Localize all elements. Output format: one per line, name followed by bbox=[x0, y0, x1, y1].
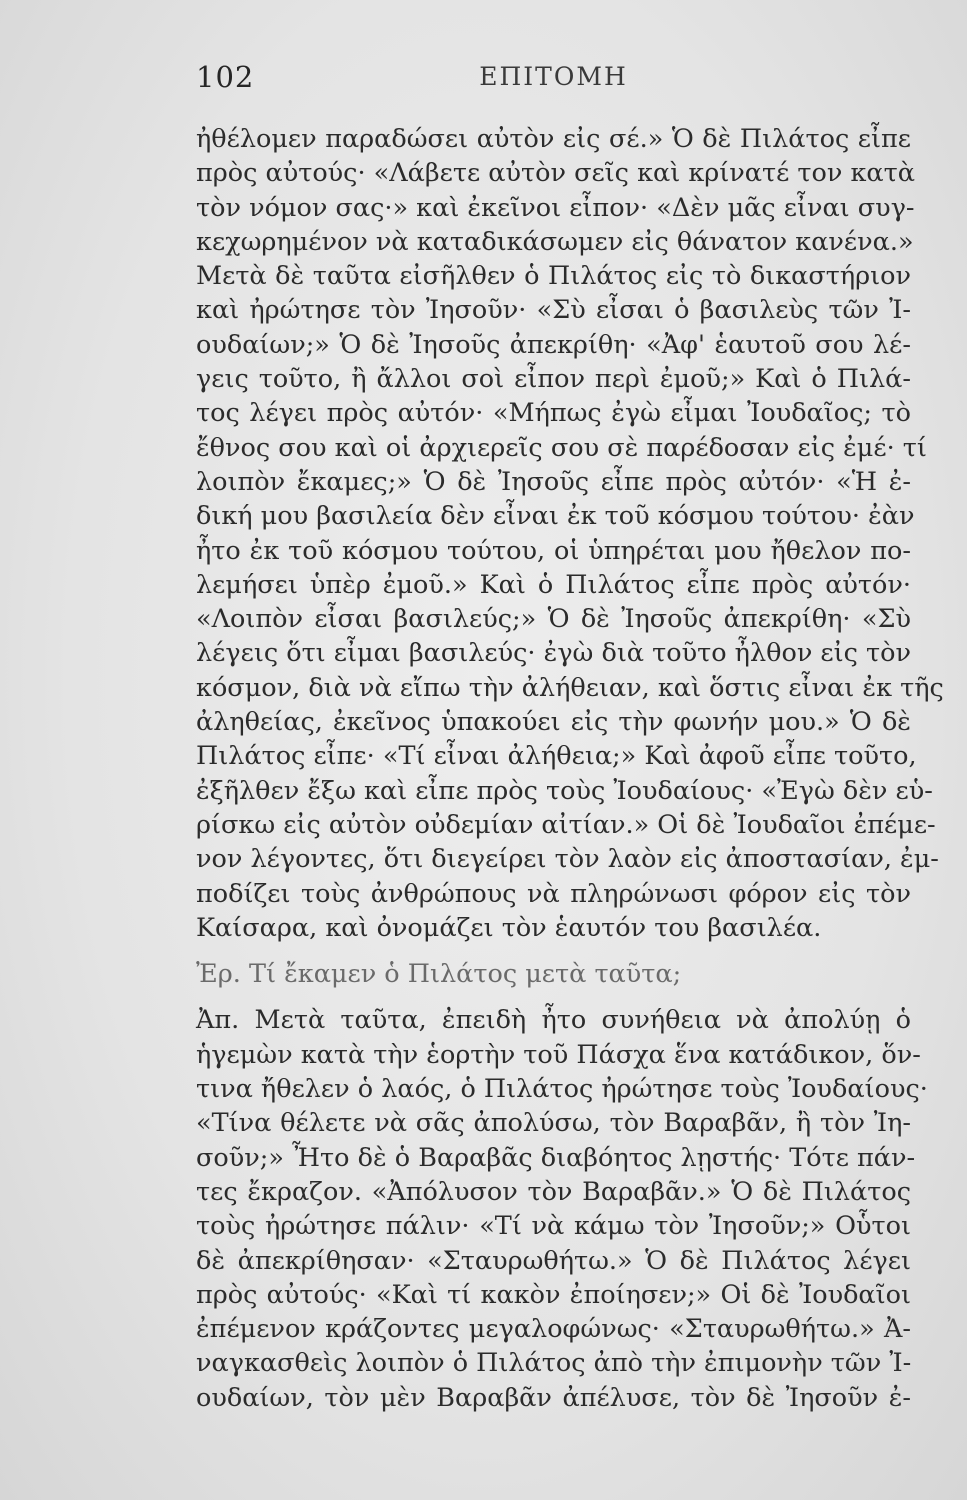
text-line: ουδαίων, τὸν μὲν Βαραβᾶν ἀπέλυσε, τὸν δὲ Ἰησοῦν ἐ- bbox=[196, 1382, 911, 1413]
text-line: δική μου βασιλεία δὲν εἶναι ἐκ τοῦ κόσμου τούτου· ἐὰν bbox=[196, 501, 915, 532]
text-line: ἔθνος σου καὶ οἱ ἀρχιερεῖς σου σὲ παρέδοσαν εἰς ἐμέ· τί bbox=[196, 432, 927, 463]
text-line: «Λοιπὸν εἶσαι βασιλεύς;» Ὁ δὲ Ἰησοῦς ἀπεκρίθη· «Σὺ bbox=[196, 604, 911, 635]
text-line: ἦτο ἐκ τοῦ κόσμου τούτου, οἱ ὑπηρέται μου ἤθελον πο- bbox=[196, 535, 911, 566]
question-line: Ἐρ. Τί ἔκαμεν ὁ Πιλάτος μετὰ ταῦτα; bbox=[196, 959, 682, 990]
body-text bbox=[196, 122, 944, 1415]
text-line: κεχωρημένον νὰ καταδικάσωμεν εἰς θάνατον κανένα.» bbox=[196, 226, 914, 257]
text-line: ἠθέλομεν παραδώσει αὐτὸν εἰς σέ.» Ὁ δὲ Πιλάτος εἶπε bbox=[196, 124, 911, 154]
text-line: πρὸς αὐτούς· «Καὶ τί κακὸν ἐποίησεν;» Οἱ δὲ Ἰουδαῖοι bbox=[196, 1279, 911, 1310]
text-line: νον λέγοντες, ὅτι διεγείρει τὸν λαὸν εἰς ἀποστασίαν, ἐμ- bbox=[196, 844, 939, 875]
text-line: Καίσαρα, καὶ ὀνομάζει τὸν ἑαυτόν του βασιλέα. bbox=[196, 912, 822, 943]
text-line: ἡγεμὼν κατὰ τὴν ἑορτὴν τοῦ Πάσχα ἕνα κατάδικον, ὅν- bbox=[196, 1039, 921, 1070]
text-line: λοιπὸν ἔκαμες;» Ὁ δὲ Ἰησοῦς εἶπε πρὸς αὐτόν· «Ἡ ἐ- bbox=[196, 466, 911, 497]
text-line: ναγκασθεὶς λοιπὸν ὁ Πιλάτος ἀπὸ τὴν ἐπιμονὴν τῶν Ἰ- bbox=[196, 1348, 912, 1379]
text-line: ἐπέμενον κράζοντες μεγαλοφώνως· «Σταυρωθήτω.» Ἀ- bbox=[196, 1314, 911, 1345]
running-title: ΕΠΙΤΟΜΗ bbox=[479, 62, 628, 91]
text-line: ουδαίων;» Ὁ δὲ Ἰησοῦς ἀπεκρίθη· «Ἀφ' ἑαυτοῦ σου λέ- bbox=[196, 329, 911, 360]
text-line: τοὺς ἠρώτησε πάλιν· «Τί νὰ κάμω τὸν Ἰησοῦν;» Οὗτοι bbox=[196, 1211, 911, 1242]
text-line: λέγεις ὅτι εἶμαι βασιλεύς· ἐγὼ διὰ τοῦτο ἦλθον εἰς τὸν bbox=[196, 638, 911, 669]
text-line: «Τίνα θέλετε νὰ σᾶς ἀπολύσω, τὸν Βαραβᾶν, ἢ τὸν Ἰη- bbox=[196, 1108, 911, 1139]
text-line: Μετὰ δὲ ταῦτα εἰσῆλθεν ὁ Πιλάτος εἰς τὸ δικαστήριον bbox=[196, 261, 911, 292]
text-line: ἐξῆλθεν ἔξω καὶ εἶπε πρὸς τοὺς Ἰουδαίους· «Ἐγὼ δὲν εὑ- bbox=[196, 775, 933, 806]
text-line: κόσμον, διὰ νὰ εἴπω τὴν ἀλήθειαν, καὶ ὅστις εἶναι ἐκ τῆς bbox=[196, 672, 944, 703]
paragraph-continuation bbox=[196, 122, 944, 945]
text-line: ποδίζει τοὺς ἀνθρώπους νὰ πληρώνωσι φόρον εἰς τὸν bbox=[196, 878, 911, 909]
text-line: γεις τοῦτο, ἢ ἄλλοι σοὶ εἶπον περὶ ἐμοῦ;» Καὶ ὁ Πιλά- bbox=[196, 364, 911, 395]
text-line: τινα ἤθελεν ὁ λαός, ὁ Πιλάτος ἠρώτησε τοὺς Ἰουδαίους· bbox=[196, 1074, 928, 1105]
text-line: τὸν νόμον σας·» καὶ ἐκεῖνοι εἶπον· «Δὲν μᾶς εἶναι συγ- bbox=[196, 192, 915, 223]
text-line: ρίσκω εἰς αὐτὸν οὐδεμίαν αἰτίαν.» Οἱ δὲ Ἰουδαῖοι ἐπέμε- bbox=[196, 809, 936, 840]
text-line: τες ἔκραζον. «Ἀπόλυσον τὸν Βαραβᾶν.» Ὁ δὲ Πιλάτος bbox=[196, 1176, 911, 1207]
text-line: Ἀπ. Μετὰ ταῦτα, ἐπειδὴ ἦτο συνήθεια νὰ ἀπολύῃ ὁ bbox=[196, 1005, 911, 1036]
text-line: ἀληθείας, ἐκεῖνος ὑπακούει εἰς τὴν φωνήν μου.» Ὁ δὲ bbox=[196, 707, 911, 738]
text-line: καὶ ἠρώτησε τὸν Ἰησοῦν· «Σὺ εἶσαι ὁ βασιλεὺς τῶν Ἰ- bbox=[196, 295, 911, 326]
paragraph-gap bbox=[196, 991, 911, 1003]
running-head bbox=[196, 60, 911, 100]
text-line: πρὸς αὐτούς· «Λάβετε αὐτὸν σεῖς καὶ κρίνατέ τον κατὰ bbox=[196, 158, 915, 189]
paragraph-gap bbox=[196, 945, 911, 957]
answer-paragraph bbox=[196, 1003, 928, 1415]
text-line: λεμήσει ὑπὲρ ἐμοῦ.» Καὶ ὁ Πιλάτος εἶπε πρὸς αὐτόν· bbox=[196, 569, 911, 600]
text-line: Πιλάτος εἶπε· «Τί εἶναι ἀλήθεια;» Καὶ ἀφοῦ εἶπε τοῦτο, bbox=[196, 741, 917, 772]
text-line: σοῦν;» Ἦτο δὲ ὁ Βαραβᾶς διαβόητος λῃστής· Τότε πάν- bbox=[196, 1142, 916, 1173]
text-line: δὲ ἀπεκρίθησαν· «Σταυρωθήτω.» Ὁ δὲ Πιλάτος λέγει bbox=[196, 1245, 911, 1276]
page-number: 102 bbox=[196, 60, 255, 94]
text-line: τος λέγει πρὸς αὐτόν· «Μήπως ἐγὼ εἶμαι Ἰουδαῖος; τὸ bbox=[196, 398, 911, 429]
